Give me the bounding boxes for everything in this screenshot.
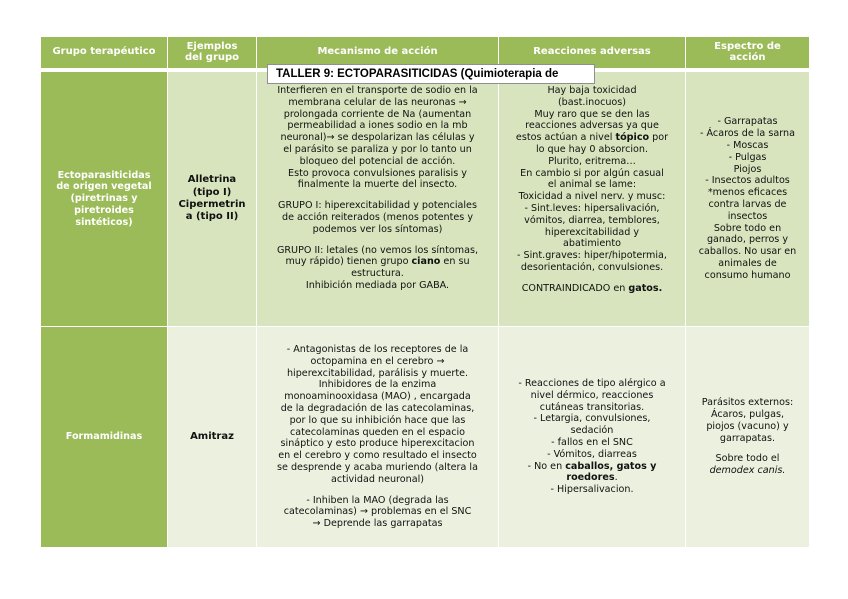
- header-adverse: Reacciones adversas: [499, 37, 686, 69]
- examples-cell-formamidinas: Amitraz: [168, 327, 257, 548]
- contraindication-text: CONTRAINDICADO en gatos.: [521, 282, 663, 294]
- header-spectrum: Espectro de acción: [686, 37, 810, 69]
- mechanism-paragraph: Interfieren en el transporte de sodio en la membrana celular de las neuronas → prolongada corriente de Na (aumentan permeabilidad a iones sodio en la mb neuronal)→ se despolarizan las células y el parásito se paraliza y por lo tanto un bloqueo del potencial de acción. Esto provoca convulsiones paralisis y finalmente la muerte del insecto.: [277, 85, 478, 191]
- group-cell-ectoparasiticidas: [41, 72, 168, 327]
- header-group: Grupo terapéutico: [41, 37, 168, 69]
- group-cell-formamidinas: Formamidinas: [41, 327, 168, 548]
- group-line: (piretrinas y: [70, 193, 138, 205]
- group-line: sintéticos): [75, 216, 133, 228]
- mechanism-cell-ectoparasiticidas: [257, 72, 499, 327]
- mechanism-cell-formamidinas: - Antagonistas de los receptores de la octopamina en el cerebro → hiperexcitabilidad, parálisis y muerte. Inhibidores de la enzima monoaminooxidasa (MAO) , encargada de la degradación de las catecolaminas, por lo que su inhibición hace que las catecolaminas queden en el espacio sináptico y esto produce hiperexcitacion en el cerebro y como resultado el insecto se desprende y acaba muriendo (altera la actividad neuronal) - Inhiben la MAO (degrada las catecolaminas) → problemas en el SNC → Deprende las garrapatas: [257, 327, 499, 548]
- group-line: de origen vegetal: [56, 181, 152, 193]
- document-title-banner: TALLER 9: ECTOPARASITICIDAS (Quimioterapia de: [267, 64, 595, 84]
- spectrum-cell-ectoparasiticidas: - Garrapatas - Ácaros de la sarna - Moscas - Pulgas Piojos - Insectos adultos *menos eficaces contra larvas de insectos Sobre todo en ganado, perros y caballos. No usar en animales de consumo humano: [686, 72, 810, 327]
- header-examples: Ejemplos del grupo: [168, 37, 257, 69]
- adverse-cell-formamidinas: - Reacciones de tipo alérgico a nivel dérmico, reacciones cutáneas transitorias. - Letargia, convulsiones, sedación - fallos en el SNC - Vómitos, diarreas - No en caballos, gatos y roedores. - Hipersalivacion.: [499, 327, 686, 548]
- mechanism-paragraph-grupo-2: GRUPO II: letales (no vemos los síntomas, muy rápido) tienen grupo ciano en su estructura. Inhibición mediada por GABA.: [276, 244, 479, 291]
- ectoparasiticides-table: [40, 36, 810, 548]
- table-row-ectoparasiticidas: [41, 72, 810, 327]
- mechanism-paragraph-grupo-1: GRUPO I: hiperexcitabilidad y potenciales de acción reiterados (menos potentes y podemos ver los síntomas): [278, 200, 477, 235]
- group-line: piretroides: [74, 204, 134, 216]
- adverse-cell-ectoparasiticidas: Hay baja toxicidad (bast.inocuos) Muy raro que se den las reacciones adversas ya que estos actúan a nivel tópico por lo que hay 0 absorcion. Plurito, eritrema… En cambio si por algún casual el animal se lame: Toxicidad a nivel nerv. y musc: - Sint.leves: hipersalivación, vómitos, diarrea, temblores, hiperexcitabilidad y abatimiento - Sint.graves: hiper/hipotermia, desorientación, convulsiones. CONTRAINDICADO en gatos.: [499, 72, 686, 327]
- table-row-formamidinas: [41, 327, 810, 548]
- header-mechanism: Mecanismo de acción: [257, 37, 499, 69]
- spectrum-cell-formamidinas: Parásitos externos: Ácaros, pulgas, piojos (vacuno) y garrapatas. Sobre todo el demodex canis.: [686, 327, 810, 548]
- group-line: Ectoparasiticidas: [57, 169, 151, 181]
- examples-cell-ectoparasiticidas: Alletrina (tipo I) Cipermetrin a (tipo II): [168, 72, 257, 327]
